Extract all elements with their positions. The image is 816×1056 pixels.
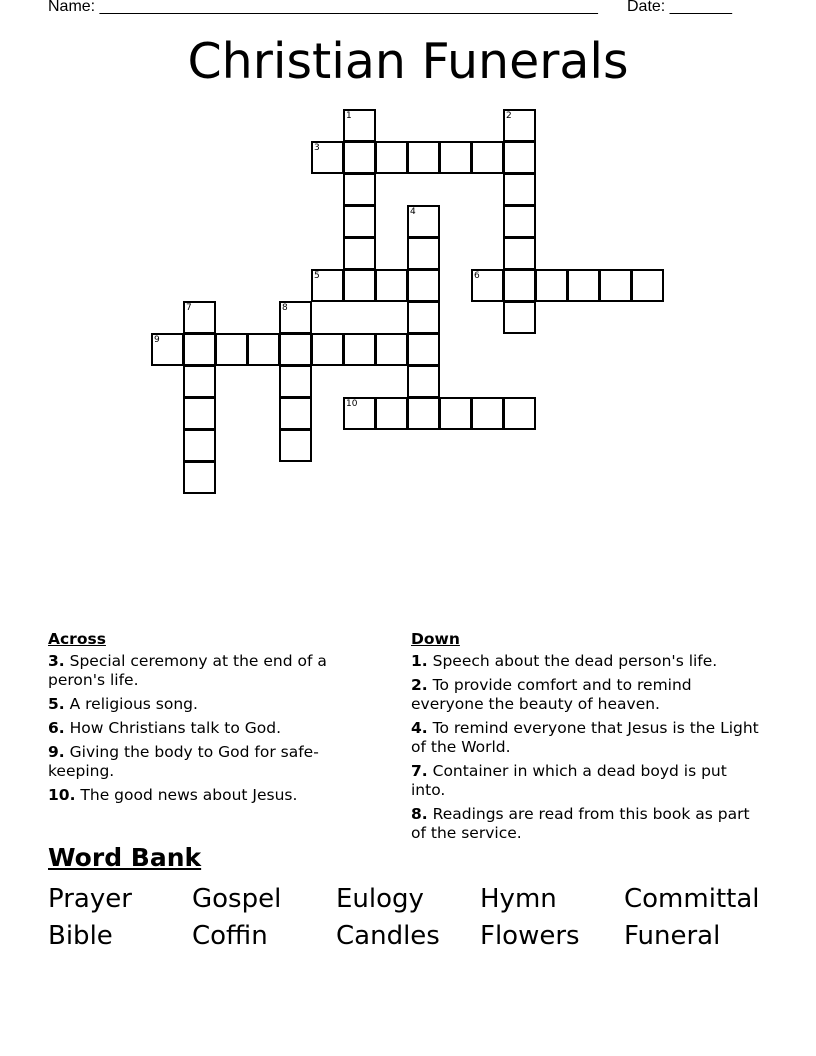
crossword-cell[interactable] [503, 109, 536, 142]
across-heading: Across [48, 630, 106, 648]
word-bank-word: Eulogy [336, 884, 424, 914]
crossword-cell[interactable] [279, 333, 312, 366]
crossword-cell[interactable] [279, 365, 312, 398]
crossword-cell[interactable] [311, 269, 344, 302]
crossword-cell[interactable] [375, 269, 408, 302]
crossword-cell[interactable] [247, 333, 280, 366]
crossword-cell[interactable] [343, 237, 376, 270]
crossword-cell[interactable] [343, 397, 376, 430]
crossword-cell[interactable] [183, 333, 216, 366]
crossword-cell[interactable] [471, 141, 504, 174]
crossword-cell[interactable] [343, 269, 376, 302]
clue-number: 5 [314, 271, 320, 281]
crossword-cell[interactable] [439, 397, 472, 430]
crossword-cell[interactable] [407, 269, 440, 302]
word-bank-word: Flowers [480, 921, 580, 951]
clue-number: 3 [314, 143, 320, 153]
crossword-cell[interactable] [375, 333, 408, 366]
crossword-cell[interactable] [503, 205, 536, 238]
crossword-cell[interactable] [183, 429, 216, 462]
crossword-cell[interactable] [375, 141, 408, 174]
name-field-label: Name: ________________________________________________________ [48, 0, 598, 15]
crossword-cell[interactable] [503, 269, 536, 302]
down-clue: 8. Readings are read from this book as part of the service. [411, 805, 750, 842]
crossword-cell[interactable] [279, 397, 312, 430]
crossword-cell[interactable] [439, 141, 472, 174]
crossword-cell[interactable] [503, 397, 536, 430]
word-bank-word: Prayer [48, 884, 132, 914]
down-heading: Down [411, 630, 460, 648]
crossword-cell[interactable] [151, 333, 184, 366]
crossword-cell[interactable] [503, 141, 536, 174]
across-clue: 6. How Christians talk to God. [48, 719, 282, 737]
crossword-cell[interactable] [471, 397, 504, 430]
crossword-cell[interactable] [343, 141, 376, 174]
crossword-cell[interactable] [279, 429, 312, 462]
clue-number: 9 [154, 335, 160, 345]
clue-number: 6 [474, 271, 480, 281]
crossword-cell[interactable] [535, 269, 568, 302]
word-bank-title: Word Bank [48, 843, 202, 872]
crossword-cell[interactable] [407, 237, 440, 270]
crossword-cell[interactable] [183, 365, 216, 398]
clue-number: 2 [506, 111, 512, 121]
word-bank-word: Bible [48, 921, 113, 951]
crossword-cell[interactable] [407, 397, 440, 430]
across-clue: 10. The good news about Jesus. [48, 786, 298, 804]
crossword-cell[interactable] [183, 461, 216, 494]
crossword-cell[interactable] [631, 269, 664, 302]
clue-number: 1 [346, 111, 352, 121]
crossword-cell[interactable] [407, 365, 440, 398]
crossword-cell[interactable] [407, 301, 440, 334]
clue-number: 7 [186, 303, 192, 313]
down-clues [411, 630, 761, 848]
crossword-cell[interactable] [599, 269, 632, 302]
across-clues [48, 630, 368, 810]
crossword-cell[interactable] [407, 141, 440, 174]
clue-number: 10 [346, 399, 358, 409]
crossword-cell[interactable] [471, 269, 504, 302]
crossword-cell[interactable] [407, 205, 440, 238]
crossword-cell[interactable] [343, 333, 376, 366]
crossword-cell[interactable] [215, 333, 248, 366]
crossword-cell[interactable] [279, 301, 312, 334]
crossword-cell[interactable] [343, 173, 376, 206]
crossword-cell[interactable] [311, 141, 344, 174]
word-bank-word: Funeral [624, 921, 721, 951]
word-bank-word: Candles [336, 921, 440, 951]
crossword-cell[interactable] [343, 109, 376, 142]
crossword-cell[interactable] [183, 301, 216, 334]
word-bank-word: Committal [624, 884, 760, 914]
crossword-cell[interactable] [343, 205, 376, 238]
down-clue: 2. To provide comfort and to remind everyone the beauty of heaven. [411, 676, 692, 713]
crossword-cell[interactable] [311, 333, 344, 366]
crossword-cell[interactable] [503, 237, 536, 270]
crossword-cell[interactable] [503, 173, 536, 206]
crossword-cell[interactable] [183, 397, 216, 430]
down-clue: 7. Container in which a dead boyd is put into. [411, 762, 727, 799]
crossword-cell[interactable] [407, 333, 440, 366]
across-clue: 5. A religious song. [48, 695, 198, 713]
down-clue: 4. To remind everyone that Jesus is the Light of the World. [411, 719, 759, 756]
word-bank-word: Coffin [192, 921, 268, 951]
clue-number: 8 [282, 303, 288, 313]
down-clue: 1. Speech about the dead person's life. [411, 652, 718, 670]
clue-number: 4 [410, 207, 416, 217]
across-clue: 9. Giving the body to God for safe-keeping. [48, 743, 319, 780]
word-bank-word: Hymn [480, 884, 557, 914]
across-clue: 3. Special ceremony at the end of a peron's life. [48, 652, 327, 689]
word-bank-word: Gospel [192, 884, 282, 914]
crossword-cell[interactable] [503, 301, 536, 334]
date-field-label: Date: _______ [627, 0, 732, 15]
crossword-cell[interactable] [567, 269, 600, 302]
crossword-cell[interactable] [375, 397, 408, 430]
puzzle-title: Christian Funerals [187, 33, 629, 90]
